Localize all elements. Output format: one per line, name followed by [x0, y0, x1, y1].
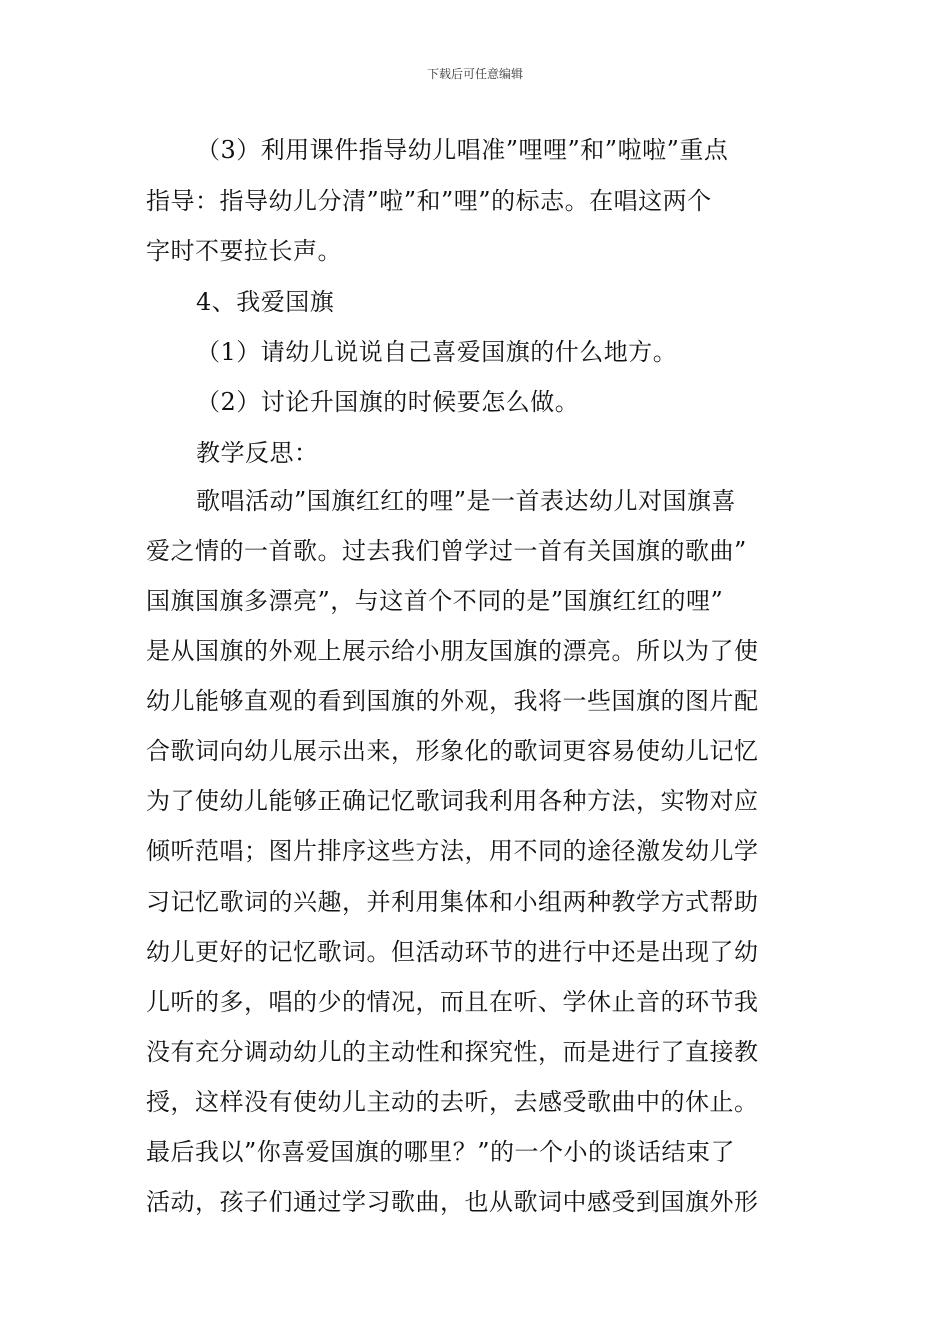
- paragraph-line: 倾听范唱；图片排序这些方法，用不同的途径激发幼儿学: [146, 837, 759, 865]
- section-heading: 4、我爱国旗: [196, 288, 335, 316]
- paragraph-line: 最后我以”你喜爱国旗的哪里？”的一个小的谈话结束了: [146, 1138, 736, 1166]
- paragraph-line: 没有充分调动幼儿的主动性和探究性，而是进行了直接教: [146, 1038, 759, 1066]
- paragraph-line: 合歌词向幼儿展示出来，形象化的歌词更容易使幼儿记忆: [146, 737, 759, 765]
- reflection-heading: 教学反思：: [196, 439, 319, 467]
- paragraph-line: 歌唱活动”国旗红红的哩”是一首表达幼儿对国旗喜: [196, 487, 737, 515]
- page-header: 下载后可任意编辑: [426, 67, 523, 81]
- text-line-step-3: （3）利用课件指导幼儿唱准”哩哩”和”啦啦”重点: [196, 136, 729, 164]
- paragraph-line: 活动，孩子们通过学习歌曲，也从歌词中感受到国旗外形: [146, 1188, 759, 1216]
- paragraph-line: 爱之情的一首歌。过去我们曾学过一首有关国旗的歌曲”: [146, 537, 747, 565]
- paragraph-line: 幼儿更好的记忆歌词。但活动环节的进行中还是出现了幼: [146, 938, 759, 966]
- paragraph-line: 授，这样没有使幼儿主动的去听，去感受歌曲中的休止。: [146, 1088, 759, 1116]
- paragraph-line: 是从国旗的外观上展示给小朋友国旗的漂亮。所以为了使: [146, 637, 759, 665]
- text-line: 指导：指导幼儿分清”啦”和”哩”的标志。在唱这两个: [146, 187, 712, 215]
- paragraph-line: 习记忆歌词的兴趣，并利用集体和小组两种教学方式帮助: [146, 888, 759, 916]
- paragraph-line: 儿听的多，唱的少的情况，而且在听、学休止音的环节我: [146, 988, 759, 1016]
- paragraph-line: 为了使幼儿能够正确记忆歌词我利用各种方法，实物对应: [146, 787, 759, 815]
- paragraph-line: 幼儿能够直观的看到国旗的外观，我将一些国旗的图片配: [146, 687, 759, 715]
- paragraph-line: 国旗国旗多漂亮”，与这首个不同的是”国旗红红的哩”: [146, 587, 724, 615]
- text-line-item-1: （1）请幼儿说说自己喜爱国旗的什么地方。: [196, 338, 678, 366]
- text-line: 字时不要拉长声。: [146, 237, 342, 265]
- text-line-item-2: （2）讨论升国旗的时候要怎么做。: [196, 388, 580, 416]
